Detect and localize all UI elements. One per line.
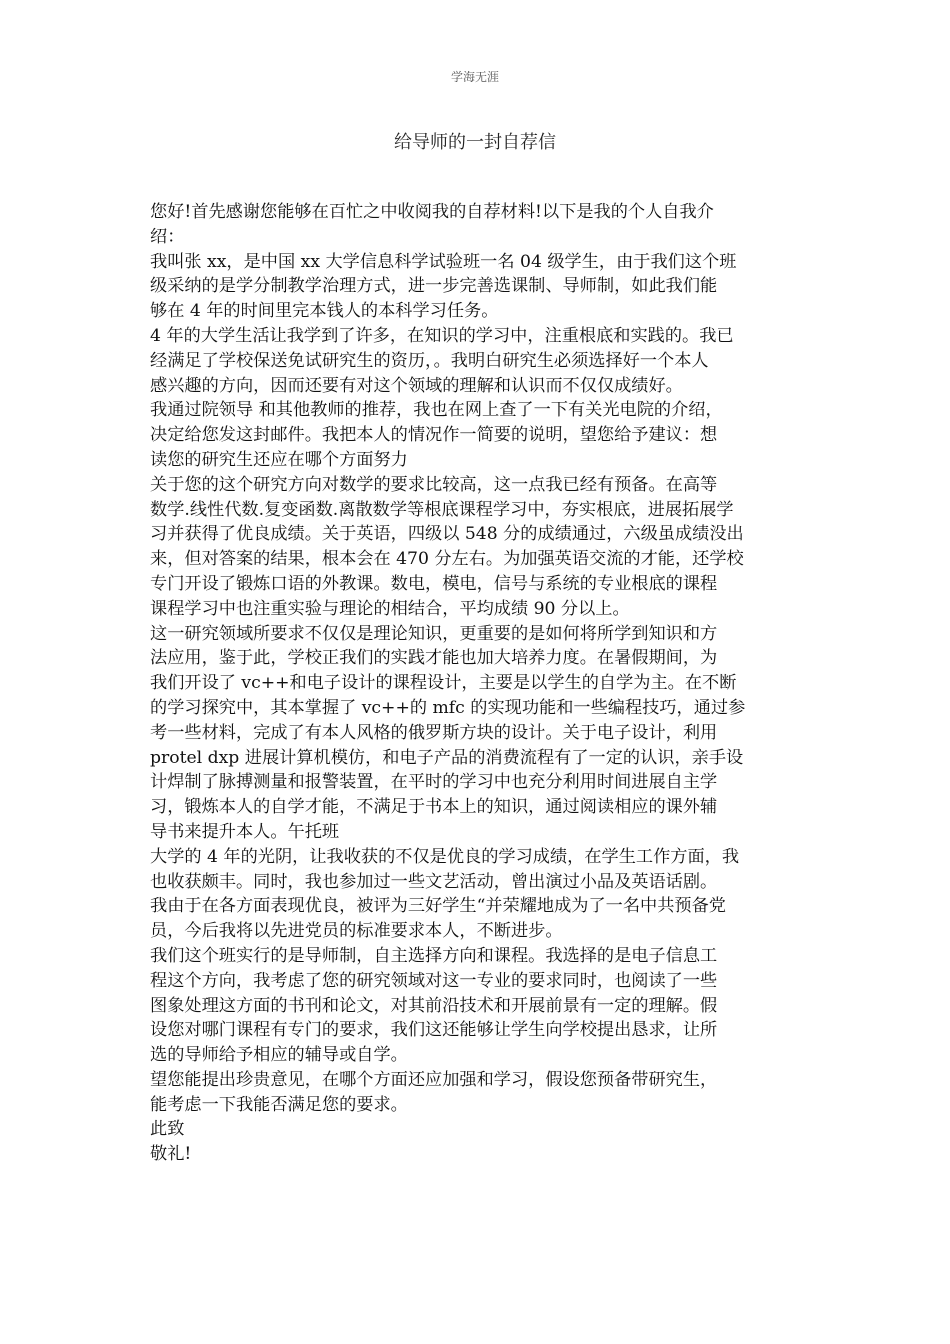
text-line: 考一些材料，完成了有本人风格的俄罗斯方块的设计。关于电子设计，利用 — [150, 722, 718, 743]
text-line: 关于您的这个研究方向对数学的要求比较高，这一点我已经有预备。在高等 — [150, 474, 718, 495]
text-line: 习，锻炼本人的自学才能，不满足于书本上的知识，通过阅读相应的课外辅 — [150, 797, 718, 818]
text-line: 导书来提升本人。午托班 — [150, 821, 340, 842]
text-line: 也收获颇丰。同时，我也参加过一些文艺活动，曾出演过小品及英语话剧。 — [150, 871, 718, 892]
text-line: 我们开设了 vc++和电子设计的课程设计，主要是以学生的自学为主。在不断 — [150, 673, 737, 694]
text-line: 望您能提出珍贵意见，在哪个方面还应加强和学习，假设您预备带研究生， — [150, 1069, 718, 1090]
text-line: 我由于在各方面表现优良，被评为三好学生“并荣耀地成为了一名中共预备党 — [150, 896, 726, 917]
text-line: 我们这个班实行的是导师制，自主选择方向和课程。我选择的是电子信息工 — [150, 945, 718, 966]
text-line: 员，今后我将以先进党员的标准要求本人，不断进步。 — [150, 921, 563, 942]
text-line: 绍： — [150, 226, 185, 247]
text-line: 设您对哪门课程有专门的要求，我们这还能够让学生向学校提出恳求，让所 — [150, 1020, 718, 1041]
letter-body — [150, 200, 800, 1167]
text-line: 感兴趣的方向，因而还要有对这个领域的理解和认识而不仅仅成绩好。 — [150, 375, 683, 396]
text-line: 大学的 4 年的光阴，让我收获的不仅是优良的学习成绩，在学生工作方面，我 — [150, 846, 740, 867]
text-line: 敬礼! — [150, 1144, 192, 1165]
text-line: 够在 4 年的时间里完本钱人的本科学习任务。 — [150, 301, 499, 322]
text-line: 程这个方向，我考虑了您的研究领域对这一专业的要求同时，也阅读了一些 — [150, 970, 718, 991]
text-line: protel dxp 进展计算机模仿，和电子产品的消费流程有了一定的认识，亲手设 — [150, 747, 744, 768]
text-line: 法应用，鉴于此，学校正我们的实践才能也加大培养力度。在暑假期间，为 — [150, 648, 718, 669]
text-line: 能考虑一下我能否满足您的要求。 — [150, 1094, 408, 1115]
text-line: 数学.线性代数.复变函数.离散数学等根底课程学习中，夯实根底，进展拓展学 — [150, 499, 734, 520]
text-line: 我通过院领导 和其他教师的推荐，我也在网上查了一下有关光电院的介绍， — [150, 400, 723, 421]
text-line: 我叫张 xx，是中国 xx 大学信息科学试验班一名 04 级学生，由于我们这个班 — [150, 251, 737, 272]
text-line: 决定给您发这封邮件。我把本人的情况作一简要的说明，望您给予建议：想 — [150, 425, 718, 446]
text-line: 读您的研究生还应在哪个方面努力 — [150, 449, 408, 470]
text-line: 来，但对答案的结果，根本会在 470 分左右。为加强英语交流的才能，还学校 — [150, 549, 744, 570]
page-header: 学海无涯 — [450, 70, 499, 84]
text-line: 习并获得了优良成绩。关于英语，四级以 548 分的成绩通过，六级虽成绩没出 — [150, 524, 744, 545]
text-line: 课程学习中也注重实验与理论的相结合，平均成绩 90 分以上。 — [150, 598, 630, 619]
text-line: 4 年的大学生活让我学到了许多，在知识的学习中，注重根底和实践的。我已 — [150, 325, 734, 346]
document-title: 给导师的一封自荐信 — [394, 132, 556, 153]
text-line: 图象处理这方面的书刊和论文，对其前沿技术和开展前景有一定的理解。假 — [150, 995, 718, 1016]
text-line: 您好!首先感谢您能够在百忙之中收阅我的自荐材料!以下是我的个人自我介 — [150, 202, 714, 222]
text-line: 此致 — [150, 1119, 185, 1140]
text-line: 专门开设了锻炼口语的外教课。数电，模电，信号与系统的专业根底的课程 — [150, 573, 718, 594]
text-line: 级采纳的是学分制教学治理方式，进一步完善选课制、导师制，如此我们能 — [150, 276, 718, 297]
text-line: 经满足了学校保送免试研究生的资历，。我明白研究生必须选择好一个本人 — [150, 350, 709, 371]
text-line: 这一研究领域所要求不仅仅是理论知识，更重要的是如何将所学到知识和方 — [150, 623, 718, 644]
text-line: 的学习探究中，其本掌握了 vc++的 mfc 的实现功能和一些编程技巧，通过参 — [150, 697, 746, 718]
text-line: 选的导师给予相应的辅导或自学。 — [150, 1045, 408, 1066]
text-line: 计焊制了脉搏测量和报警装置，在平时的学习中也充分利用时间进展自主学 — [150, 772, 718, 793]
